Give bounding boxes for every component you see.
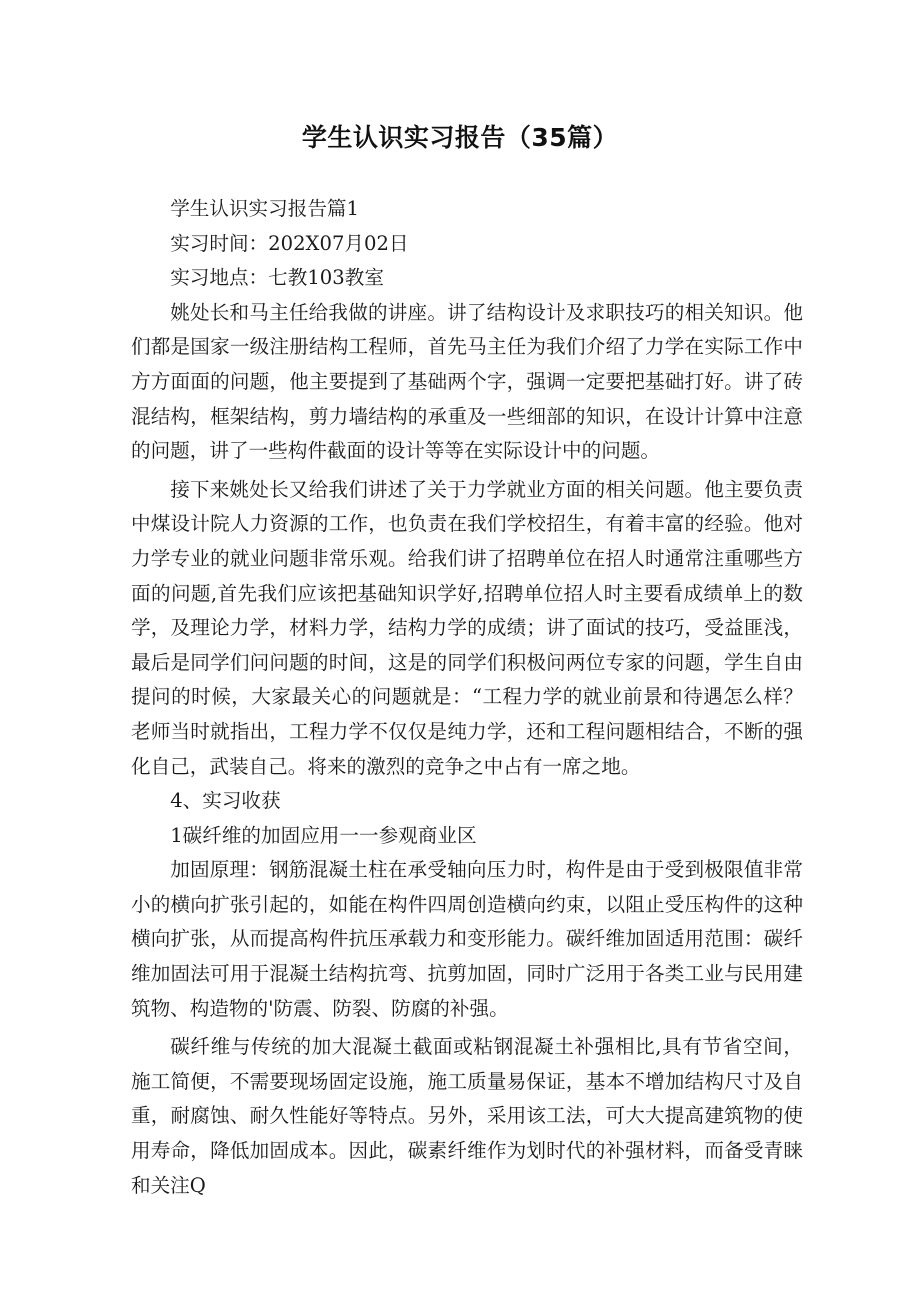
document-body	[131, 192, 803, 1203]
internship-location: 实习地点：七教103教室	[170, 266, 384, 290]
paragraph-carbon-fiber-advantages: 碳纤维与传统的加大混凝土截面或粘钢混凝土补强相比,具有节省空间，施工简便，不需要现场固定设施，施工质量易保证，基本不增加结构尺寸及自重，耐腐蚀、耐久性能好等特点。另外，采用该工法，可大大提高建筑物的使用寿命，降低加固成本。因此，碳素纤维作为划时代的补强材料，而备受青睐和关注Q	[131, 1035, 803, 1197]
internship-time: 实习时间：202X07月02日	[170, 231, 409, 255]
paragraph-lecture: 姚处长和马主任给我做的讲座。讲了结构设计及求职技巧的相关知识。他们都是国家一级注册结构工程师，首先马主任为我们介绍了力学在实际工作中方方面面的问题，他主要提到了基础两个字，强调一定要把基础打好。讲了砖混结构，框架结构，剪力墙结构的承重及一些细部的知识，在设计计算中注意的问题，讲了一些构件截面的设计等等在实际设计中的问题。	[131, 300, 803, 463]
paragraph-reinforcement-principle: 加固原理：钢筋混凝土柱在承受轴向压力时，构件是由于受到极限值非常小的横向扩张引起的，如能在构件四周创造横向约束，以阻止受压构件的这种横向扩张，从而提高构件抗压承载力和变形能力。碳纤维加固适用范围：碳纤维加固法可用于混凝土结构抗弯、抗剪加固，同时广泛用于各类工业与民用建筑物、构造物的'防震、防裂、防腐的补强。	[131, 858, 803, 1020]
paragraph-employment: 接下来姚处长又给我们讲述了关于力学就业方面的相关问题。他主要负责中煤设计院人力资源的工作，也负责在我们学校招生，有着丰富的经验。他对力学专业的就业问题非常乐观。给我们讲了招聘单位在招人时通常注重哪些方面的问题,首先我们应该把基础知识学好,招聘单位招人时主要看成绩单上的数学，及理论力学，材料力学，结构力学的成绩；讲了面试的技巧，受益匪浅，最后是同学们问问题的时间，这是的同学们积极问两位专家的问题，学生自由提问的时候，大家最关心的问题就是：“工程力学的就业前景和待遇怎么样？老师当时就指出，工程力学不仅仅是纯力学，还和工程问题相结合，不断的强化自己，武装自己。将来的激烈的竞争之中占有一席之地。	[131, 477, 803, 778]
page-title: 学生认识实习报告（35篇）	[301, 123, 619, 152]
section-heading: 学生认识实习报告篇1	[170, 197, 359, 220]
subheading-gains: 4、实习收获	[170, 789, 281, 813]
subheading-carbon-fiber: 1碳纤维的加固应用一一参观商业区	[170, 823, 477, 847]
